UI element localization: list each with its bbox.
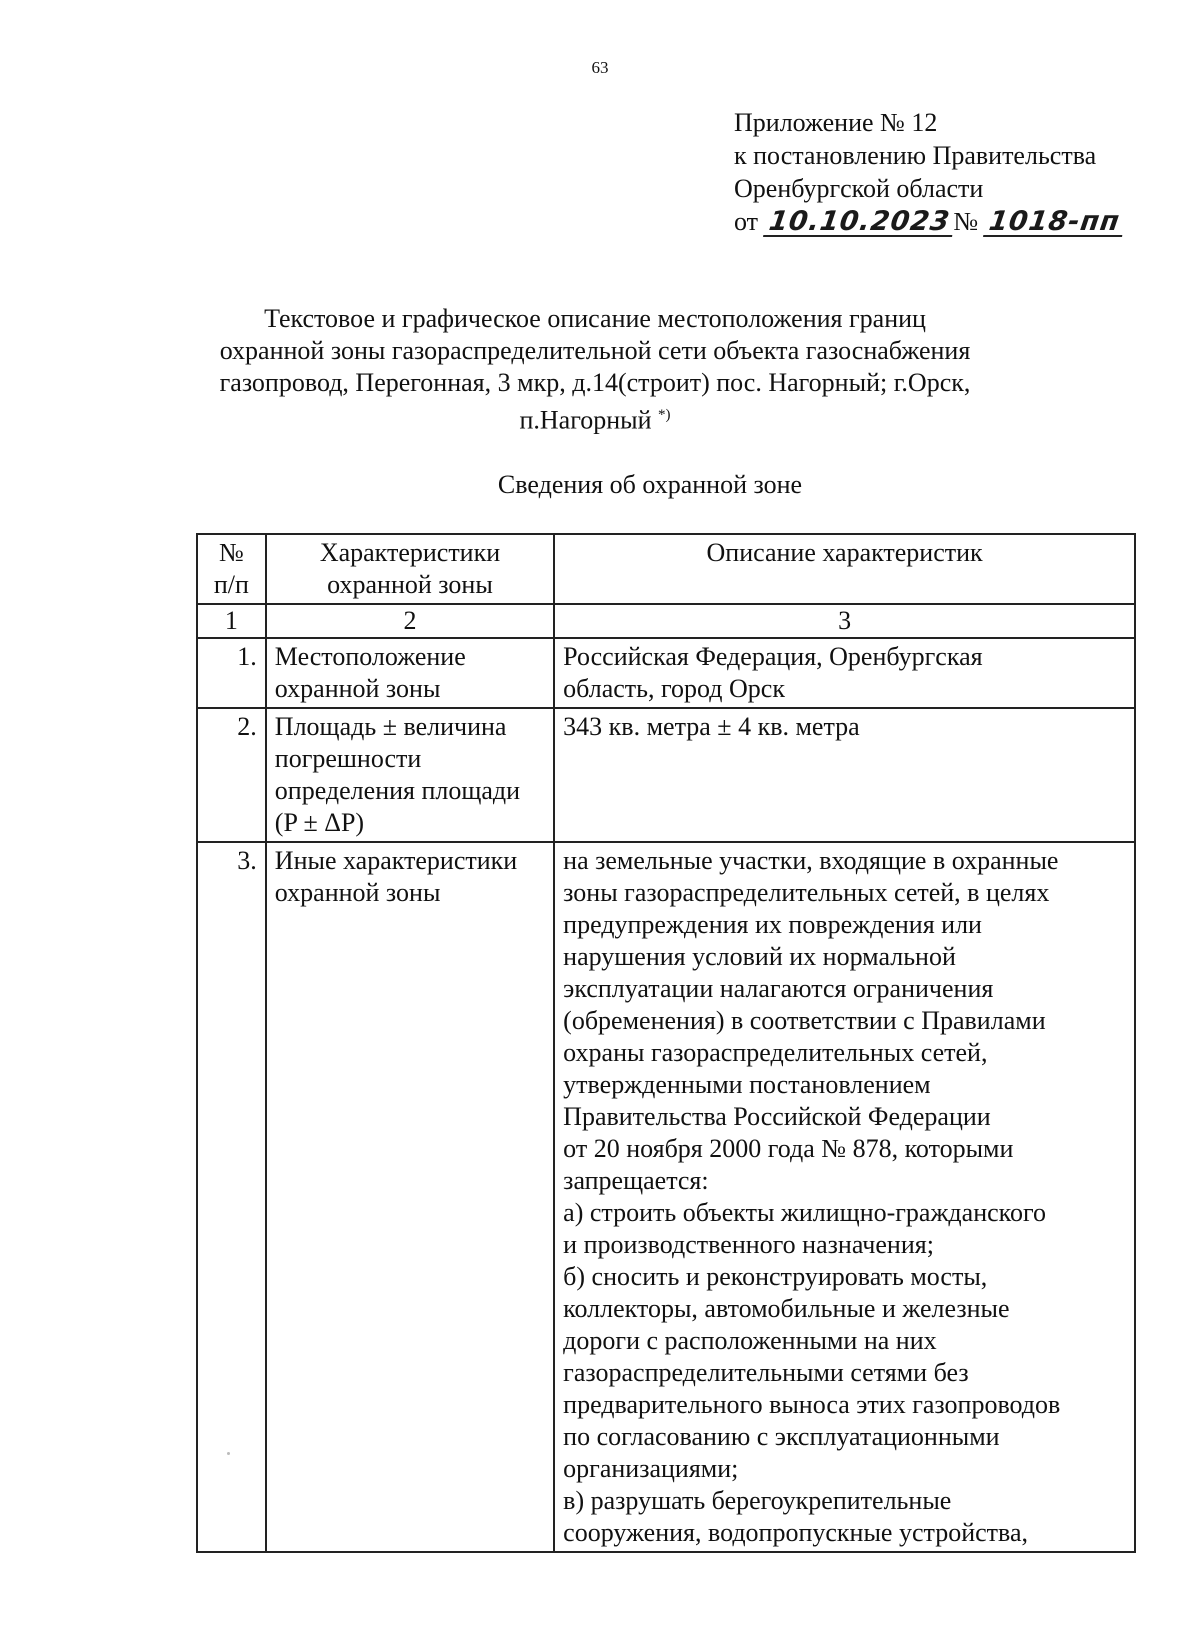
table-header-row xyxy=(197,534,1135,604)
appendix-date-line xyxy=(734,205,1123,238)
number-prefix: № xyxy=(953,207,979,236)
title-line: Текстовое и графическое описание местоположения границ xyxy=(264,304,926,333)
row-characteristic: Иные характеристики охранной зоны xyxy=(266,842,554,1552)
footnote-mark: *) xyxy=(658,407,671,423)
column-number-row xyxy=(197,604,1135,638)
row-number: 3. xyxy=(197,842,266,1552)
title-line-last xyxy=(150,399,1040,437)
row-description: на земельные участки, входящие в охранные зоны газораспределительных сетей, в целях предупреждения их повреждения или нарушения условий их нормальной эксплуатации налагаются ограничения (обременения) в соответствии с Правилами охраны газораспределительных сетей, утвержденными постановлением Правительства Российской Федерации от 20 ноября 2000 года № 878, которыми запрещается: а) строить объекты жилищно-гражданского и производственного назначения; б) сносить и реконструировать мосты, коллекторы, автомобильные и железные дороги с расположенными на них газораспределительными сетями без предварительного выноса этих газопроводов по согласованию с эксплуатационными организациями; в) разрушать берегоукрепительные сооружения, водопропускные устройства, xyxy=(554,842,1135,1552)
row-description: 343 кв. метра ± 4 кв. метра xyxy=(554,708,1135,842)
scan-speck xyxy=(227,1452,230,1455)
title-line: п.Нагорный xyxy=(519,405,652,435)
column-number: 1 xyxy=(197,604,266,638)
row-description: Российская Федерация, Оренбургская область, город Орск xyxy=(554,638,1135,708)
appendix-line: Приложение № 12 xyxy=(734,108,938,137)
handwritten-number: 1018-пп xyxy=(983,209,1126,237)
title-line: охранной зоны газораспределительной сети объекта газоснабжения xyxy=(219,336,971,365)
column-number: 3 xyxy=(554,604,1135,638)
row-number: 1. xyxy=(197,638,266,708)
header-characteristic: Характеристики охранной зоны xyxy=(266,534,554,604)
header-num: № п/п xyxy=(197,534,266,604)
date-prefix: от xyxy=(734,207,759,236)
row-characteristic: Площадь ± величина погрешности определения площади (P ± ΔP) xyxy=(266,708,554,842)
column-number: 2 xyxy=(266,604,554,638)
table-row xyxy=(197,842,1135,1552)
zone-info-table xyxy=(196,533,1136,1553)
header-description: Описание характеристик xyxy=(554,534,1135,604)
appendix-line: Оренбургской области xyxy=(734,174,984,203)
row-number: 2. xyxy=(197,708,266,842)
appendix-block xyxy=(734,106,1123,238)
table-row xyxy=(197,638,1135,708)
section-title: Сведения об охранной зоне xyxy=(497,470,803,499)
title-line: газопровод, Перегонная, 3 мкр, д.14(строит) пос. Нагорный; г.Орск, xyxy=(219,368,971,397)
document-title xyxy=(150,303,1040,437)
row-characteristic: Местоположение охранной зоны xyxy=(266,638,554,708)
table-row xyxy=(197,708,1135,842)
page-number: 63 xyxy=(591,58,609,77)
appendix-line: к постановлению Правительства xyxy=(734,141,1097,170)
handwritten-date: 10.10.2023 xyxy=(763,209,956,237)
